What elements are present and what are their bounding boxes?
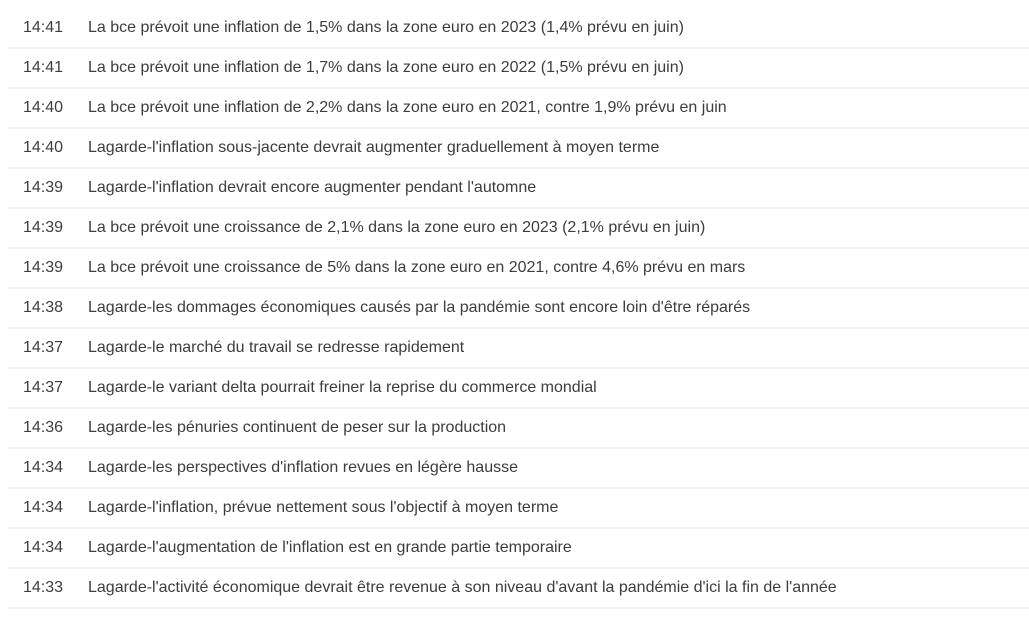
news-item[interactable]	[7, 329, 1029, 369]
news-item-text: La bce prévoit une croissance de 5% dans la zone euro en 2021, contre 4,6% prévu en mars	[88, 259, 746, 276]
news-item[interactable]	[7, 569, 1029, 609]
news-item[interactable]	[7, 209, 1029, 249]
news-item-text: Lagarde-l'activité économique devrait être revenue à son niveau d'avant la pandémie d'ici la fin de l'année	[88, 579, 837, 596]
news-item-text: La bce prévoit une inflation de 1,7% dans la zone euro en 2022 (1,5% prévu en juin)	[88, 59, 684, 76]
news-item-text: La bce prévoit une inflation de 2,2% dans la zone euro en 2021, contre 1,9% prévu en juin	[88, 99, 727, 116]
news-item-text: Lagarde-l'inflation, prévue nettement sous l'objectif à moyen terme	[88, 499, 559, 516]
news-item-text: Lagarde-les pénuries continuent de peser sur la production	[88, 419, 507, 436]
news-item-text: Lagarde-l'inflation sous-jacente devrait augmenter graduellement à moyen terme	[88, 139, 660, 156]
news-item-time: 14:38	[23, 299, 64, 316]
news-item-text: Lagarde-le variant delta pourrait freiner la reprise du commerce mondial	[88, 379, 597, 396]
news-item-time: 14:40	[23, 99, 64, 116]
news-item-time: 14:37	[23, 339, 64, 356]
news-item-time: 14:34	[23, 499, 64, 516]
news-item[interactable]	[7, 169, 1029, 209]
news-item-time: 14:36	[23, 419, 64, 436]
news-item[interactable]	[7, 409, 1029, 449]
news-item-text: Lagarde-l'inflation devrait encore augmenter pendant l'automne	[88, 179, 537, 196]
news-item-text: Lagarde-le marché du travail se redresse rapidement	[88, 339, 465, 356]
news-item[interactable]	[7, 9, 1029, 49]
news-item[interactable]	[7, 449, 1029, 489]
news-item-time: 14:39	[23, 259, 64, 276]
news-item-time: 14:41	[23, 59, 64, 76]
news-item-time: 14:34	[23, 459, 64, 476]
news-item-time: 14:41	[23, 19, 64, 36]
news-item[interactable]	[7, 489, 1029, 529]
news-item-time: 14:40	[23, 139, 64, 156]
news-item[interactable]	[7, 289, 1029, 329]
news-item[interactable]	[7, 49, 1029, 89]
news-item-time: 14:33	[23, 579, 64, 596]
news-item[interactable]	[7, 249, 1029, 289]
news-item[interactable]	[7, 89, 1029, 129]
news-item-text: La bce prévoit une inflation de 1,5% dans la zone euro en 2023 (1,4% prévu en juin)	[88, 19, 684, 36]
news-item[interactable]	[7, 369, 1029, 409]
news-item[interactable]	[7, 529, 1029, 569]
news-item-text: La bce prévoit une croissance de 2,1% dans la zone euro en 2023 (2,1% prévu en juin)	[88, 219, 706, 236]
news-item-time: 14:34	[23, 539, 64, 556]
news-item[interactable]	[7, 129, 1029, 169]
news-item-text: Lagarde-les dommages économiques causés par la pandémie sont encore loin d'être réparés	[88, 299, 751, 316]
news-item-time: 14:37	[23, 379, 64, 396]
news-item-time: 14:39	[23, 179, 64, 196]
news-item-text: Lagarde-l'augmentation de l'inflation est en grande partie temporaire	[88, 539, 572, 556]
news-item-time: 14:39	[23, 219, 64, 236]
news-item-text: Lagarde-les perspectives d'inflation revues en légère hausse	[88, 459, 518, 476]
